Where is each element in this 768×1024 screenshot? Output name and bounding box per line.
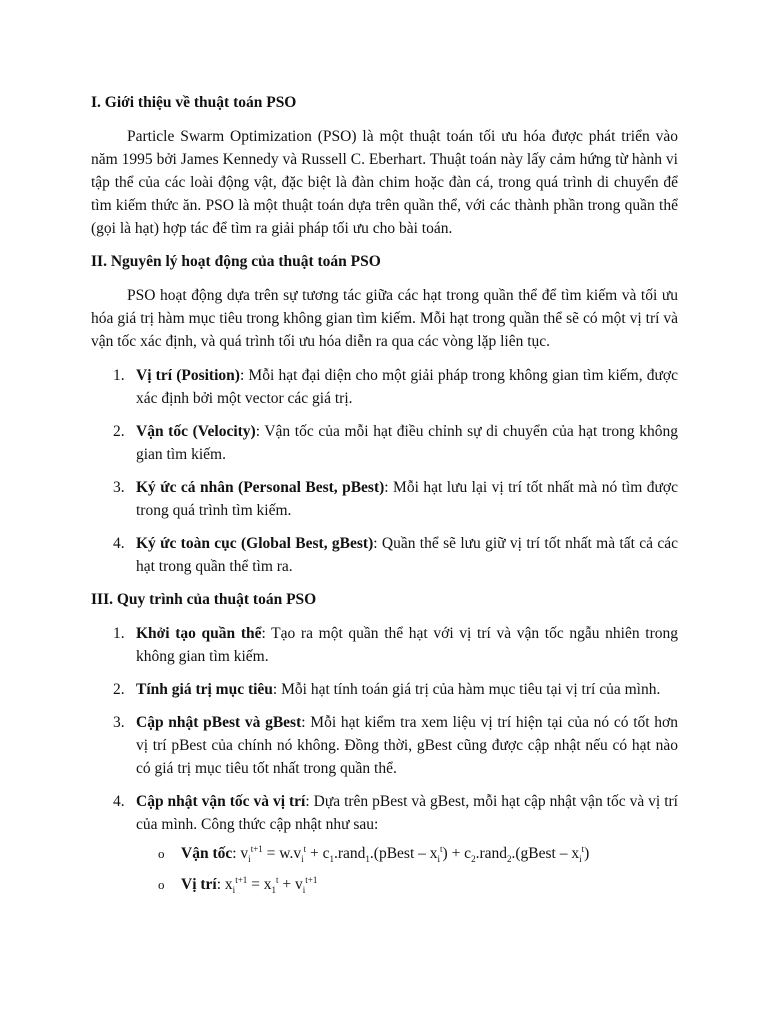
position-term: Vị trí [181,876,217,893]
section-2-heading: II. Nguyên lý hoạt động của thuật toán PSO [91,253,381,270]
position-formula-item: o Vị trí: $x_i^{t+1} = x_1^t + v_i^{t+1}$ [158,874,318,896]
list-number: 4. [113,793,125,810]
bullet-icon: o [158,877,165,892]
list-item [91,364,678,410]
list-term: Ký ức cá nhân (Personal Best, pBest) [136,479,385,496]
list-item [91,476,678,522]
section-3-list [91,622,678,896]
list-term: Tính giá trị mục tiêu [136,681,273,698]
list-term: Cập nhật vận tốc và vị trí [136,793,306,810]
list-term: Ký ức toàn cục (Global Best, gBest) [136,535,374,552]
section-1-heading: I. Giới thiệu về thuật toán PSO [91,94,297,111]
list-item [91,622,678,668]
list-item [91,678,678,701]
list-number: 3. [113,714,125,731]
list-term: Vận tốc (Velocity) [136,423,256,440]
position-formula: $x_i^{t+1} = x_1^t + v_i^{t+1}$ [224,874,318,896]
list-number: 1. [113,367,125,384]
list-text: : Tạo ra một quần thể hạt với vị trí và vận tốc ngẫu nhiên trong không gian tìm kiếm. [136,625,678,665]
list-term: Khởi tạo quần thể [136,625,262,642]
list-text: : Mỗi hạt tính toán giá trị của hàm mục tiêu tại vị trí của mình. [272,681,661,698]
list-item [91,711,678,780]
list-item [91,420,678,466]
formula-list [136,842,678,896]
velocity-formula-item: o Vận tốc: $v_i^{t+1} = w.v_i^t$ + $c_1.rand_1.(pBest - x_i^t)$ + $c_2.rand_2.(gBest - x_i^t)$ [158,843,590,865]
list-item [91,790,678,896]
list-term: Cập nhật pBest và gBest [136,714,302,731]
list-term: Vị trí (Position) [136,367,240,384]
list-number: 3. [113,479,125,496]
list-text: : Dựa trên pBest và gBest, mỗi hạt cập nhật vận tốc và vị trí của mình. Công thức cập nhật như sau: [136,793,678,833]
list-text: : Mỗi hạt lưu lại vị trí tốt nhất mà nó tìm được trong quá trình tìm kiếm. [136,479,678,519]
list-text: : Quần thể sẽ lưu giữ vị trí tốt nhất mà tất cả các hạt trong quần thể tìm ra. [136,535,678,575]
list-number: 2. [113,681,125,698]
list-number: 4. [113,535,125,552]
list-text: : Mỗi hạt đại diện cho một giải pháp trong không gian tìm kiếm, được xác định bởi một vector các giá trị. [136,367,678,407]
list-text: : Mỗi hạt kiểm tra xem liệu vị trí hiện tại của nó có tốt hơn vị trí pBest của chính nó không. Đồng thời, gBest cũng được cập nhật nếu có hạt nào có giá trị mục tiêu tốt nhất trong quần thể. [136,714,678,777]
list-item [91,532,678,578]
list-number: 1. [113,625,125,642]
section-1-paragraph: Particle Swarm Optimization (PSO) là một thuật toán tối ưu hóa được phát triển vào năm 1995 bởi James Kennedy và Russell C. Eberhart. Thuật toán này lấy cảm hứng từ hành vi tập thể của các loài động vật, đặc biệt là đàn chim hoặc đàn cá, trong quá trình di chuyển để tìm kiếm thức ăn. PSO là một thuật toán dựa trên quần thể, với các thành phần trong quần thể (gọi là hạt) hợp tác để tìm ra giải pháp tối ưu cho bài toán. [91,128,678,237]
list-number: 2. [113,423,125,440]
velocity-formula: $v_i^{t+1} = w.v_i^t$ + $c_1.rand_1.(pBest - x_i^t)$ + $c_2.rand_2.(gBest - x_i^t)$ [240,843,590,865]
section-3-heading: III. Quy trình của thuật toán PSO [91,591,317,608]
document-page [91,92,678,907]
bullet-icon: o [158,846,165,861]
section-2-paragraph: PSO hoạt động dựa trên sự tương tác giữa các hạt trong quần thể để tìm kiếm và tối ưu hóa giá trị hàm mục tiêu trong không gian tìm kiếm. Mỗi hạt trong quần thể sẽ có một vị trí và vận tốc xác định, và quá trình tối ưu hóa diễn ra qua các vòng lặp liên tục. [91,287,678,350]
list-text: : Vận tốc của mỗi hạt điều chỉnh sự di chuyển của hạt trong không gian tìm kiếm. [136,423,678,463]
section-2-list [91,364,678,578]
velocity-term: Vận tốc [181,845,233,862]
